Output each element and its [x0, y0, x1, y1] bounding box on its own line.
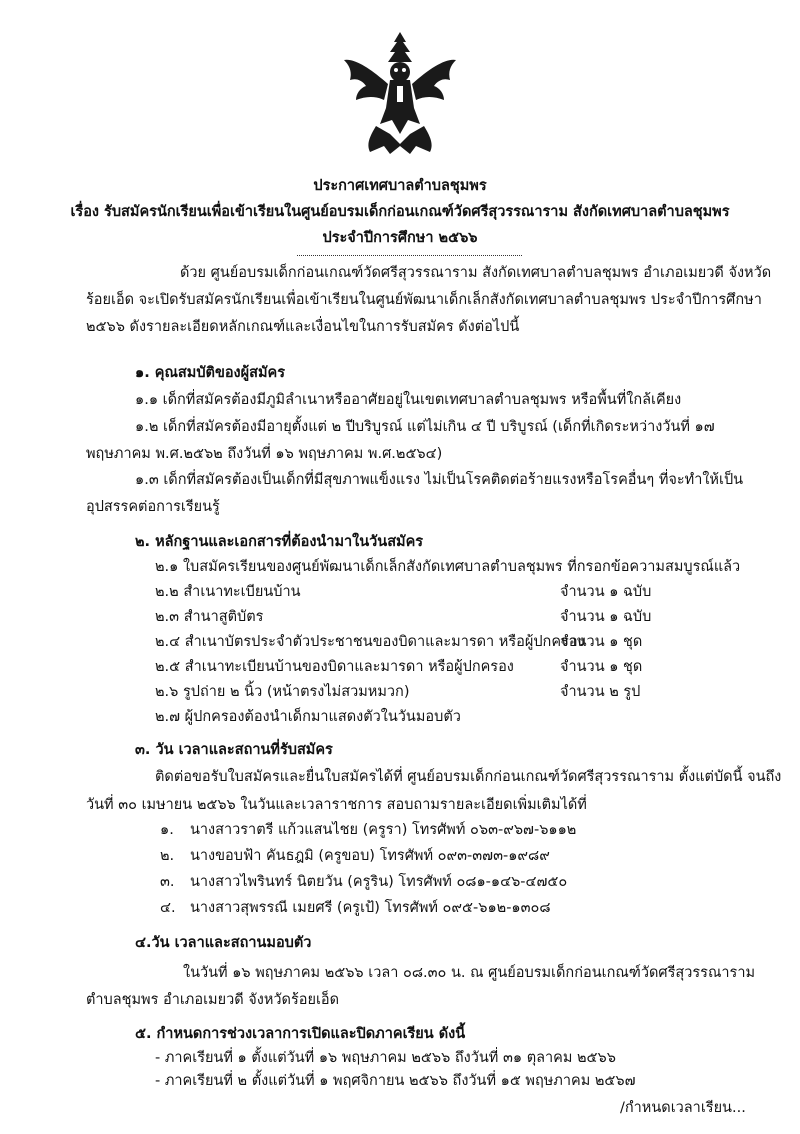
document-item: ๒.๒ สำเนาทะเบียนบ้าน — [155, 584, 301, 600]
dotted-divider — [297, 255, 522, 256]
section-4-heading: ๔.วัน เวลาและสถานมอบตัว — [135, 935, 312, 951]
section-3-line: วันที่ ๓๐ เมษายน ๒๕๖๖ ในวันและเวลาราชการ สอบถามรายละเอียดเพิ่มเติมได้ที่ — [86, 797, 587, 813]
garuda-emblem-icon — [340, 28, 460, 160]
continuation-note: /กำหนดเวลาเรียน... — [620, 1100, 746, 1116]
section-3-line: ติดต่อขอรับใบสมัครและยื่นใบสมัครได้ที่ ศูนย์อบรมเด็กก่อนเกณฑ์วัดศรีสุวรรณาราม ตั้งแต่บัดนี้ จนถึง — [155, 769, 782, 785]
section-1-line: พฤษภาคม พ.ศ.๒๕๖๒ ถึงวันที่ ๑๖ พฤษภาคม พ.ศ.๒๕๖๔) — [86, 446, 443, 462]
academic-year: ประจำปีการศึกษา ๒๕๖๖ — [322, 230, 478, 246]
document-item: ๒.๓ สำนาสูติบัตร — [155, 609, 264, 625]
intro-line: ๒๕๖๖ ดังรายละเอียดหลักเกณฑ์และเงื่อนไขในการรับสมัคร ดังต่อไปนี้ — [86, 319, 520, 335]
semester-line: - ภาคเรียนที่ ๒ ตั้งแต่วันที่ ๑ พฤศจิกายน ๒๕๖๖ ถึงวันที่ ๑๕ พฤษภาคม ๒๕๖๗ — [155, 1073, 636, 1089]
document-item: ๒.๕ สำเนาทะเบียนบ้านของบิดาและมารดา หรือผู้ปกครอง — [155, 659, 514, 675]
contact-number: ๑. — [160, 822, 174, 838]
section-5-heading: ๕. กำหนดการช่วงเวลาการเปิดและปิดภาคเรียน ดังนี้ — [135, 1026, 466, 1042]
document-item: ๒.๑ ใบสมัครเรียนของศูนย์พัฒนาเด็กเล็กสังกัดเทศบาลตำบลชุมพร ที่กรอกข้อความสมบูรณ์แล้ว — [155, 559, 741, 575]
document-item-qty: จำนวน ๑ ฉบับ — [560, 584, 652, 600]
document-item-qty: จำนวน ๑ ชุด — [560, 659, 643, 675]
document-item: ๒.๖ รูปถ่าย ๒ นิ้ว (หน้าตรงไม่สวมหมวก) — [155, 684, 410, 700]
section-4-line: ตำบลชุมพร อำเภอเมยวดี จังหวัดร้อยเอ็ด — [86, 992, 340, 1008]
contact-number: ๒. — [160, 848, 175, 864]
section-4-line: ในวันที่ ๑๖ พฤษภาคม ๒๕๖๖ เวลา ๐๘.๓๐ น. ณ ศูนย์อบรมเด็กก่อนเกณฑ์วัดศรีสุวรรณาราม — [183, 965, 756, 981]
contact-entry: นางสาวสุพรรณี เมยศรี (ครูเป้) โทรศัพท์ ๐๙๕-๖๑๒-๑๓๐๘ — [190, 900, 551, 916]
intro-line: ร้อยเอ็ด จะเปิดรับสมัครนักเรียนเพื่อเข้าเรียนในศูนย์พัฒนาเด็กเล็กสังกัดเทศบาลตำบลชุมพร ประจำปีการศึกษา — [86, 292, 762, 308]
document-item-qty: จำนวน ๑ ฉบับ — [560, 609, 652, 625]
section-1-line: ๑.๑ เด็กที่สมัครต้องมีภูมิลำเนาหรืออาศัยอยู่ในเขตเทศบาลตำบลชุมพร หรือพื้นที่ใกล้เคียง — [135, 392, 682, 408]
document-item-qty: จำนวน ๒ รูป — [560, 684, 641, 700]
section-1-line: อุปสรรคต่อการเรียนรู้ — [86, 499, 220, 515]
document-item-qty: จำนวน ๑ ชุด — [560, 634, 643, 650]
contact-number: ๔. — [160, 900, 176, 916]
document-item: ๒.๗ ผู้ปกครองต้องนำเด็กมาแสดงตัวในวันมอบตัว — [155, 709, 461, 725]
announcement-subject: เรื่อง รับสมัครนักเรียนเพื่อเข้าเรียนในศูนย์อบรมเด็กก่อนเกณฑ์วัดศรีสุวรรณาราม สังกัดเทศบาลตำบลชุมพร — [70, 204, 730, 220]
announcement-title: ประกาศเทศบาลตำบลชุมพร — [313, 178, 487, 194]
section-1-line: ๑.๓ เด็กที่สมัครต้องเป็นเด็กที่มีสุขภาพแข็งแรง ไม่เป็นโรคติดต่อร้ายแรงหรือโรคอื่นๆ ที่จะทำให้เป็น — [135, 472, 744, 488]
contact-entry: นางสาวราตรี แก้วแสนไชย (ครูรา) โทรศัพท์ ๐๖๓-๙๖๗-๖๑๑๒ — [190, 822, 577, 838]
contact-entry: นางขอบฟ้า คันธฎมิ (ครูขอบ) โทรศัพท์ ๐๙๓-๓๗๓-๑๙๘๙ — [190, 848, 550, 864]
semester-line: - ภาคเรียนที่ ๑ ตั้งแต่วันที่ ๑๖ พฤษภาคม ๒๕๖๖ ถึงวันที่ ๓๑ ตุลาคม ๒๕๖๖ — [155, 1050, 616, 1066]
contact-entry: นางสาวไพรินทร์ นิตยวัน (ครูริน) โทรศัพท์ ๐๘๑-๑๔๖-๔๗๕๐ — [190, 874, 568, 890]
intro-line: ด้วย ศูนย์อบรมเด็กก่อนเกณฑ์วัดศรีสุวรรณาราม สังกัดเทศบาลตำบลชุมพร อำเภอเมยวดี จังหวัด — [180, 265, 772, 281]
section-1-heading: ๑. คุณสมบัติของผู้สมัคร — [135, 365, 286, 381]
section-2-heading: ๒. หลักฐานและเอกสารที่ต้องนำมาในวันสมัคร — [135, 534, 424, 550]
document-item: ๒.๔ สำเนาบัตรประจำตัวประชาชนของบิดาและมารดา หรือผู้ปกครอง — [155, 634, 585, 650]
section-1-line: ๑.๒ เด็กที่สมัครต้องมีอายุตั้งแต่ ๒ ปีบริบูรณ์ แต่ไม่เกิน ๔ ปี บริบูรณ์ (เด็กที่เกิดระหว่างวันที่ ๑๗ — [135, 419, 715, 435]
section-3-heading: ๓. วัน เวลาและสถานที่รับสมัคร — [135, 742, 333, 758]
contact-number: ๓. — [160, 874, 175, 890]
